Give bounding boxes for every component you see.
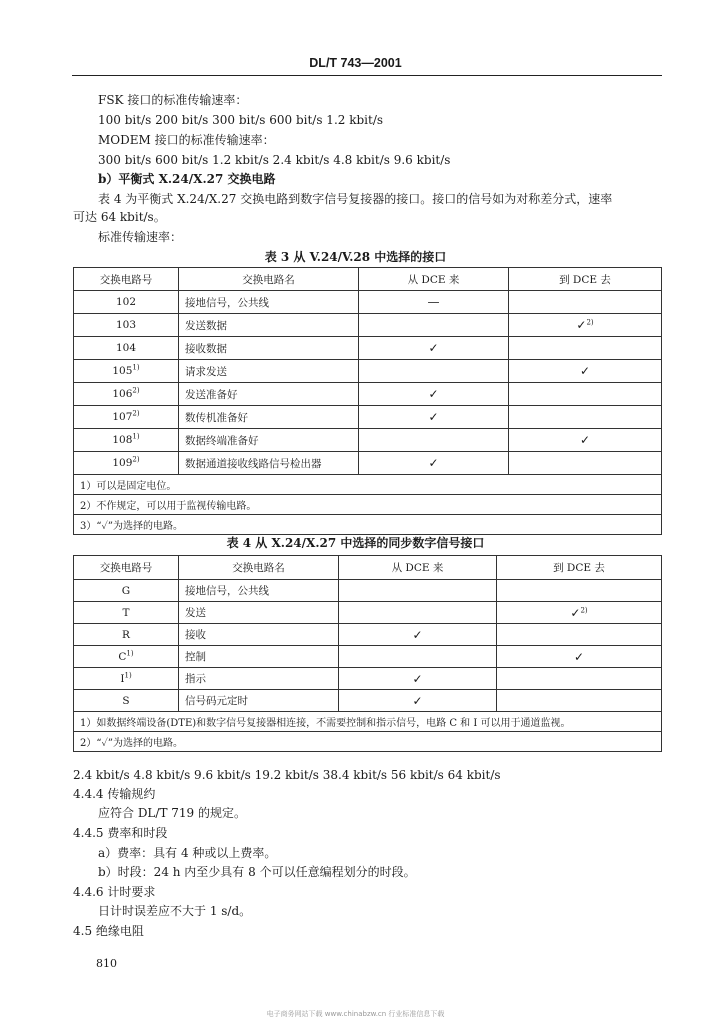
table3-row xyxy=(74,383,662,406)
table3-cell xyxy=(509,383,662,406)
table4-row xyxy=(74,690,662,712)
table4-cell xyxy=(74,602,179,624)
circuit-name: 数传机准备好 xyxy=(185,411,248,424)
circuit-number: G xyxy=(121,584,131,597)
table3-cell xyxy=(509,429,662,452)
circuit-name: 接地信号，公共线 xyxy=(185,296,269,309)
table4-row xyxy=(74,646,662,668)
footnote-mark: 2) xyxy=(132,455,140,464)
table3-note: 3）“✓”为选择的电路。 xyxy=(74,515,662,535)
table3-cell xyxy=(359,452,509,475)
circuit-number: R xyxy=(122,628,130,641)
table4-intro-line2: 可达 64 kbit/s。 xyxy=(73,210,166,224)
table4-cell xyxy=(339,690,497,712)
table4-cell xyxy=(339,580,497,602)
from-dce-mark: ✓ xyxy=(412,627,423,642)
table4-cell xyxy=(74,668,179,690)
to-dce-mark: ✓ xyxy=(579,364,591,378)
table4-cell xyxy=(339,624,497,646)
table3-cell xyxy=(509,360,662,383)
table4-row xyxy=(74,668,662,690)
table4-note: 1）如数据终端设备(DTE)和数字信号复接器相连接，不需要控制和指示信号，电路 C 和 I 可以用于通道监视。 xyxy=(74,712,662,732)
table3 xyxy=(73,267,662,535)
table4-header-cell: 到 DCE 去 xyxy=(497,556,662,580)
table3-cell xyxy=(74,291,179,314)
table3-caption: 表 3 从 V.24/V.28 中选择的接口 xyxy=(264,250,447,264)
table4-cell xyxy=(497,602,662,624)
circuit-name: 发送数据 xyxy=(185,319,227,332)
table3-cell xyxy=(74,360,179,383)
table3-cell xyxy=(179,406,359,429)
from-dce-mark: ✓ xyxy=(428,456,439,470)
table3-cell xyxy=(509,314,662,337)
standard-header: DL/T 743—2001 xyxy=(309,56,402,70)
section-4-5: 4.5 绝缘电阻 xyxy=(73,924,144,938)
table4-row xyxy=(74,624,662,646)
table3-row xyxy=(74,406,662,429)
table3-cell xyxy=(74,337,179,360)
table3-header-cell: 交换电路号 xyxy=(74,268,179,291)
from-dce-mark: ✓ xyxy=(412,693,423,708)
table4-cell xyxy=(179,646,339,668)
table4-cell xyxy=(497,690,662,712)
table3-header-cell: 从 DCE 来 xyxy=(359,268,509,291)
table4-cell xyxy=(339,646,497,668)
footnote-mark: 2) xyxy=(580,606,588,614)
circuit-number: 102 xyxy=(115,296,137,308)
table4-header-row xyxy=(74,556,662,580)
circuit-number: 107 xyxy=(112,411,133,423)
table3-note-row xyxy=(74,515,662,535)
table3-cell xyxy=(179,314,359,337)
table3-header-cell: 到 DCE 去 xyxy=(509,268,662,291)
circuit-number: 108 xyxy=(112,434,133,446)
table4-cell xyxy=(179,690,339,712)
table4-cell xyxy=(179,602,339,624)
b-heading: b）平衡式 X.24/X.27 交换电路 xyxy=(98,172,276,186)
to-dce-mark: ✓ xyxy=(579,433,591,447)
table3-cell xyxy=(359,291,509,314)
section-4-4-5-b: b）时段：24 h 内至少具有 8 个可以任意编程划分的时段。 xyxy=(98,865,416,879)
section-4-4-6-body: 日计时误差应不大于 1 s/d。 xyxy=(98,904,252,918)
table3-cell xyxy=(509,406,662,429)
header-rule xyxy=(72,75,662,76)
table3-cell xyxy=(74,452,179,475)
table4-note: 2）“✓”为选择的电路。 xyxy=(74,732,662,752)
table3-cell xyxy=(179,291,359,314)
table4-header-cell: 交换电路号 xyxy=(74,556,179,580)
table3-cell xyxy=(359,406,509,429)
from-dce-mark: ✓ xyxy=(428,387,439,401)
table4-cell xyxy=(179,668,339,690)
table3-cell xyxy=(74,314,179,337)
table3-row xyxy=(74,360,662,383)
table4-header-cell: 交换电路名 xyxy=(179,556,339,580)
from-dce-mark: — xyxy=(427,295,440,309)
table3-cell xyxy=(179,452,359,475)
footer-watermark: 电子商务网站下载 www.chinabzw.cn 行业标准信息下载 xyxy=(266,1010,445,1018)
table3-cell xyxy=(509,452,662,475)
section-4-4-4: 4.4.4 传输规约 xyxy=(73,787,156,801)
circuit-name: 数据通道接收线路信号检出器 xyxy=(185,457,322,470)
section-4-4-5: 4.4.5 费率和时段 xyxy=(73,826,168,840)
table4-cell xyxy=(74,624,179,646)
section-4-4-5-a: a）费率：具有 4 种或以上费率。 xyxy=(98,846,277,860)
footnote-mark: 1) xyxy=(132,363,140,372)
table4-cell xyxy=(74,690,179,712)
from-dce-mark: ✓ xyxy=(428,410,439,424)
footnote-mark: 2) xyxy=(586,318,594,327)
table3-cell xyxy=(74,383,179,406)
footnote-mark: 1) xyxy=(126,649,134,657)
footnote-mark: 1) xyxy=(124,671,132,679)
table4 xyxy=(73,555,662,752)
table4-cell xyxy=(497,624,662,646)
footnote-mark: 1) xyxy=(132,432,140,441)
table3-cell xyxy=(179,429,359,452)
circuit-name: 接地信号，公共线 xyxy=(185,585,269,597)
table3-cell xyxy=(359,337,509,360)
table4-cell xyxy=(179,624,339,646)
table3-note: 2）不作规定，可以用于监视传输电路。 xyxy=(74,495,662,515)
to-dce-mark: ✓ xyxy=(573,649,585,664)
to-dce-mark: ✓ xyxy=(576,318,587,332)
table4-cell xyxy=(339,602,497,624)
table3-cell xyxy=(179,337,359,360)
table3-cell xyxy=(74,406,179,429)
circuit-name: 请求发送 xyxy=(185,365,227,378)
table4-note-row xyxy=(74,712,662,732)
table4-cell xyxy=(74,646,179,668)
table3-header-row xyxy=(74,268,662,291)
circuit-number: 104 xyxy=(115,342,137,354)
table3-note-row xyxy=(74,495,662,515)
table3-row xyxy=(74,291,662,314)
modem-title: MODEM 接口的标准传输速率： xyxy=(98,133,275,147)
circuit-number: 103 xyxy=(115,319,137,331)
table3-row xyxy=(74,314,662,337)
from-dce-mark: ✓ xyxy=(428,341,439,355)
to-dce-mark: ✓ xyxy=(570,605,581,620)
circuit-number: C xyxy=(118,650,127,663)
footnote-mark: 2) xyxy=(132,409,140,418)
standard-rate-label: 标准传输速率： xyxy=(98,230,183,244)
page-number: 810 xyxy=(96,957,117,970)
fsk-rates: 100 bit/s 200 bit/s 300 bit/s 600 bit/s 1.2 kbit/s xyxy=(98,113,384,127)
table3-cell xyxy=(509,291,662,314)
table3-cell xyxy=(179,383,359,406)
table4-cell xyxy=(497,646,662,668)
section-4-4-4-body: 应符合 DL/T 719 的规定。 xyxy=(98,806,246,820)
table3-cell xyxy=(509,337,662,360)
fsk-title: FSK 接口的标准传输速率： xyxy=(98,93,248,107)
table3-cell xyxy=(179,360,359,383)
table4-note-row xyxy=(74,732,662,752)
modem-rates: 300 bit/s 600 bit/s 1.2 kbit/s 2.4 kbit/s 4.8 kbit/s 9.6 kbit/s xyxy=(98,153,451,167)
footnote-mark: 2) xyxy=(132,386,140,395)
table3-cell xyxy=(74,429,179,452)
table4-row xyxy=(74,602,662,624)
table3-header-cell: 交换电路名 xyxy=(179,268,359,291)
table4-row xyxy=(74,580,662,602)
table3-cell xyxy=(359,429,509,452)
circuit-number: 106 xyxy=(112,388,133,400)
table3-cell xyxy=(359,314,509,337)
table3-row xyxy=(74,452,662,475)
section-4-4-6: 4.4.6 计时要求 xyxy=(73,885,156,899)
table3-cell xyxy=(359,360,509,383)
table4-caption: 表 4 从 X.24/X.27 中选择的同步数字信号接口 xyxy=(226,536,485,550)
circuit-number: S xyxy=(122,694,130,707)
circuit-name: 控制 xyxy=(185,651,206,663)
circuit-number: I xyxy=(120,672,125,685)
circuit-name: 接收数据 xyxy=(185,342,227,355)
table4-cell xyxy=(74,580,179,602)
table4-header-cell: 从 DCE 来 xyxy=(339,556,497,580)
circuit-name: 数据终端准备好 xyxy=(185,434,259,447)
table3-row xyxy=(74,337,662,360)
circuit-number: T xyxy=(122,606,130,619)
circuit-name: 指示 xyxy=(185,673,206,685)
circuit-name: 信号码元定时 xyxy=(185,695,248,707)
table4-cell xyxy=(339,668,497,690)
table4-cell xyxy=(497,668,662,690)
circuit-number: 109 xyxy=(112,457,133,469)
table3-note-row xyxy=(74,475,662,495)
circuit-number: 105 xyxy=(112,365,133,377)
circuit-name: 发送准备好 xyxy=(185,388,238,401)
table3-cell xyxy=(359,383,509,406)
from-dce-mark: ✓ xyxy=(412,671,423,686)
circuit-name: 发送 xyxy=(185,607,206,619)
table4-cell xyxy=(179,580,339,602)
x24-rates: 2.4 kbit/s 4.8 kbit/s 9.6 kbit/s 19.2 kbit/s 38.4 kbit/s 56 kbit/s 64 kbit/s xyxy=(73,768,501,782)
table4-intro-line1: 表 4 为平衡式 X.24/X.27 交换电路到数字信号复接器的接口。接口的信号如为对称差分式，速率 xyxy=(98,192,613,206)
table3-row xyxy=(74,429,662,452)
table4-cell xyxy=(497,580,662,602)
circuit-name: 接收 xyxy=(185,629,206,641)
table3-note: 1）可以是固定电位。 xyxy=(74,475,662,495)
